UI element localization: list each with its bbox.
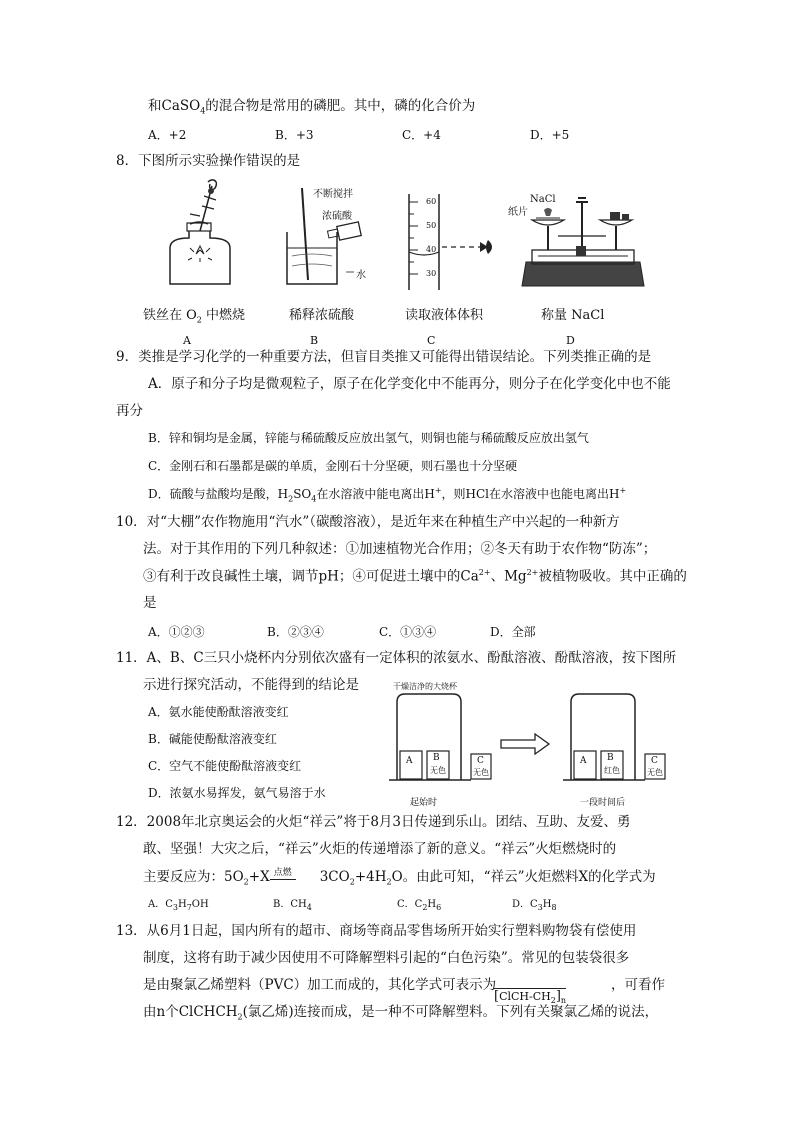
q11-start-label: 起始时 bbox=[410, 798, 438, 808]
q10-line-2: 法。对于其作用的下列几种叙述：①加速植物光合作用；②冬天有助于农作物“防冻”； bbox=[143, 541, 657, 557]
q9-option-a[interactable]: A．原子和分子均是微观粒子，原子在化学变化中不能再分，则分子在化学变化中也不能 bbox=[148, 376, 671, 392]
q12-option-a[interactable]: A．$C_3H_7OH$ bbox=[148, 899, 209, 912]
q13-line-3-post: ，可看作 bbox=[611, 977, 665, 993]
q13-line-4: 由n个ClCHCH$_2$(氯乙烯)连接而成，是一种不可降解塑料。下列有关聚氯乙烯的说法， bbox=[143, 1004, 659, 1022]
q11-experiment-figure bbox=[385, 688, 675, 788]
figure-c-tick-60: 60 bbox=[426, 197, 437, 206]
q9-stem: 9．类推是学习化学的一种重要方法，但盲目类推又可能得出错误结论。下列类推正确的是 bbox=[116, 349, 652, 365]
q12-option-b[interactable]: B．$CH_4$ bbox=[273, 899, 312, 912]
q10-line-1: 10．对“大棚”农作物施用“汽水”（碳酸溶液），是近年来在种植生产中兴起的一种新方 bbox=[116, 514, 620, 530]
q11-option-d[interactable]: D．浓氨水易挥发，氨气易溶于水 bbox=[148, 786, 326, 800]
figure-c-letter: C bbox=[427, 334, 436, 347]
q12-line-3: 主要反应为：$5O_2+X$ 点燃 $3CO_2+4H_2O$。由此可知，“祥云”火炬燃料X的化学式为 bbox=[143, 868, 656, 887]
q11-line-2: 示进行探究活动，不能得到的结论是 bbox=[143, 677, 359, 693]
figure-b-annotation-acid: 浓硫酸 bbox=[322, 211, 352, 222]
q11-beaker-b-right: B bbox=[607, 753, 614, 763]
q13-line-2: 制度，这将有助于减少因使用不可降解塑料引起的“白色污染”。常见的包装袋很多 bbox=[143, 950, 630, 966]
q9-option-a-cont: 再分 bbox=[116, 403, 143, 419]
figure-d-letter: D bbox=[566, 334, 575, 347]
q12-option-d[interactable]: D．$C_3H_8$ bbox=[512, 899, 557, 912]
pvc-formula: $[ClCH-CH_2]_n$ bbox=[494, 989, 567, 1006]
figure-a-caption: 铁丝在 $O_2$ 中燃烧 bbox=[143, 308, 246, 325]
q12-option-c[interactable]: C．$C_2H_6$ bbox=[397, 899, 442, 912]
figure-c-tick-50: 50 bbox=[426, 221, 437, 230]
figure-b-letter: B bbox=[310, 334, 319, 347]
q11-later-label: 一段时间后 bbox=[580, 798, 626, 808]
q11-option-c[interactable]: C．空气不能使酚酞溶液变红 bbox=[148, 759, 302, 773]
reaction-condition: 点燃 bbox=[270, 868, 296, 880]
q8-stem: 8．下图所示实验操作错误的是 bbox=[116, 153, 301, 169]
figure-b-caption: 稀释浓硫酸 bbox=[289, 308, 355, 323]
figure-a-letter: A bbox=[183, 334, 191, 347]
q7-option-b[interactable]: B．+3 bbox=[275, 128, 314, 142]
figure-d-caption: 称量 NaCl bbox=[541, 308, 605, 323]
q11-option-b[interactable]: B．碱能使酚酞溶液变红 bbox=[148, 732, 277, 746]
q13-line-3-pre: 是由聚氯乙烯塑料（PVC）加工而成的，其化学式可表示为 bbox=[143, 977, 497, 993]
figure-b-annotation-stir: 不断搅拌 bbox=[313, 189, 353, 200]
figure-d-annotation-paper: 纸片 bbox=[508, 207, 528, 218]
q10-line-3: ③有利于改良碱性土壤，调节pH；④可促进土壤中的$Ca^{2+}$、$Mg^{2+}$被植物吸收。其中正确的 bbox=[143, 568, 687, 585]
q11-beaker-c-right: C bbox=[651, 756, 658, 766]
q9-option-c[interactable]: C．金刚石和石墨都是碳的单质，金刚石十分坚硬，则石墨也十分坚硬 bbox=[148, 459, 518, 473]
figure-c-caption: 读取液体体积 bbox=[405, 308, 484, 323]
q11-beaker-b-left: B bbox=[433, 753, 440, 763]
q11-beaker-a-right: A bbox=[580, 756, 587, 766]
figure-iron-wire-burning bbox=[160, 176, 240, 291]
figure-b-annotation-water: 水 bbox=[356, 270, 366, 281]
q10-option-c[interactable]: C．①③④ bbox=[379, 625, 437, 639]
q13-line-1: 13．从6月1日起，国内所有的超市、商场等商品零售场所开始实行塑料购物袋有偿使用 bbox=[116, 923, 637, 939]
q11-beaker-c-left-color: 无色 bbox=[473, 768, 489, 777]
q7-continuation: 和CaSO$_4$的混合物是常用的磷肥。其中，磷的化合价为 bbox=[148, 98, 476, 116]
q7-option-a[interactable]: A．+2 bbox=[148, 128, 187, 142]
figure-d-annotation-nacl: NaCl bbox=[530, 194, 556, 205]
figure-c-tick-40: 40 bbox=[426, 245, 437, 254]
q12-line-2: 敢、坚强！大灾之后，“祥云”火炬的传递增添了新的意义。“祥云”火炬燃烧时的 bbox=[143, 841, 617, 857]
q12-line-1: 12．2008年北京奥运会的火炬“祥云”将于8月3日传递到乐山。团结、互助、友爱、勇 bbox=[116, 814, 631, 830]
q9-option-b[interactable]: B．锌和铜均是金属，锌能与稀硫酸反应放出氢气，则铜也能与稀硫酸反应放出氢气 bbox=[148, 431, 589, 445]
figure-c-tick-30: 30 bbox=[426, 269, 437, 278]
q7-option-d[interactable]: D．+5 bbox=[530, 128, 570, 142]
figure-reading-volume bbox=[404, 192, 504, 292]
q10-option-a[interactable]: A．①②③ bbox=[148, 625, 205, 639]
q10-option-d[interactable]: D．全部 bbox=[490, 625, 536, 639]
q11-beaker-a-left: A bbox=[406, 756, 413, 766]
q7-option-c[interactable]: C．+4 bbox=[402, 128, 441, 142]
q11-beaker-b-right-color: 红色 bbox=[604, 766, 620, 775]
q11-beaker-b-left-color: 无色 bbox=[430, 766, 446, 775]
q11-beaker-c-right-color: 无色 bbox=[647, 768, 663, 777]
q11-beaker-c-left: C bbox=[477, 756, 484, 766]
q11-big-beaker-label: 干燥洁净的大烧杯 bbox=[393, 682, 457, 691]
q9-option-d[interactable]: D．硫酸与盐酸均是酸，$H_2SO_4$在水溶液中能电离出H+，则HCl在水溶液中也能电离出H+ bbox=[148, 486, 627, 504]
q10-option-b[interactable]: B．②③④ bbox=[267, 625, 324, 639]
q11-option-a[interactable]: A．氨水能使酚酞溶液变红 bbox=[148, 705, 289, 719]
figure-balance-weighing bbox=[518, 190, 648, 292]
q10-line-4: 是 bbox=[143, 595, 157, 611]
q11-line-1: 11．A、B、C三只小烧杯内分别依次盛有一定体积的浓氨水、酚酞溶液、酚酞溶液，按下图所 bbox=[116, 650, 677, 666]
